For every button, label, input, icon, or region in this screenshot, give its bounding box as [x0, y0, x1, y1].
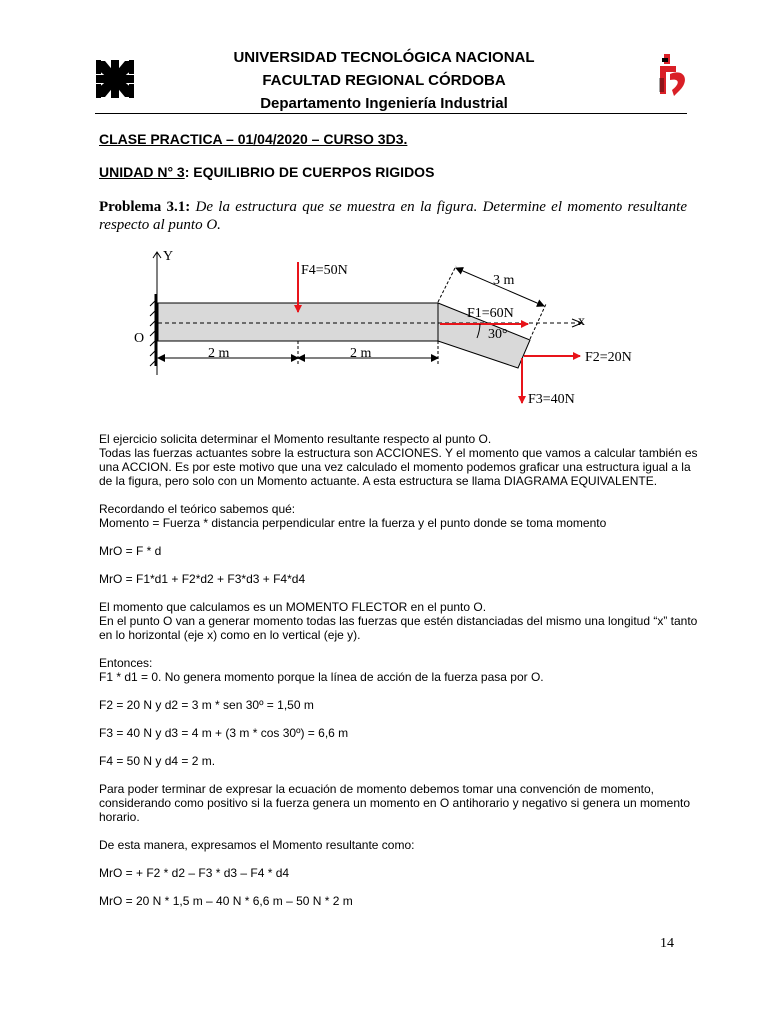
equation-2: MrO = F1*d1 + F2*d2 + F3*d3 + F4*d4	[99, 572, 306, 586]
page-header	[0, 0, 768, 120]
f1-label: F1=60N	[467, 306, 514, 321]
f4-label: F4=50N	[301, 263, 348, 278]
unit-title	[99, 164, 434, 180]
dim-inclined-extension	[438, 266, 456, 302]
x-axis-label: x	[578, 314, 585, 329]
frc-logo-icon	[650, 50, 690, 100]
problem-text: De la estructura que se muestra en la figura. Determine el momento resultante respecto al punto O.	[99, 199, 687, 233]
solution-text	[99, 432, 699, 908]
definition-line: Momento = Fuerza * distancia perpendicular entre la fuerza y el punto donde se toma momento	[99, 516, 607, 530]
then-line: Entonces:	[99, 656, 153, 670]
paragraph-line: El ejercicio solicita determinar el Momento resultante respecto al punto O.	[99, 432, 492, 446]
equation-1: MrO = F * d	[99, 544, 162, 558]
structure-diagram	[120, 240, 640, 415]
faculty-name: FACULTAD REGIONAL CÓRDOBA	[262, 72, 506, 89]
f2-line: F2 = 20 N y d2 = 3 m * sen 30º = 1,50 m	[99, 698, 314, 712]
university-name: UNIVERSIDAD TECNOLÓGICA NACIONAL	[233, 49, 535, 66]
y-axis-label: Y	[163, 249, 174, 264]
f3-label: F3=40N	[528, 392, 575, 407]
convention-paragraph: Para poder terminar de expresar la ecuación de momento debemos tomar una convención de momento, considerando como positivo si la fuerza genera un momento en O antihorario y negativo si genera un momento horario.	[99, 782, 691, 824]
header-divider	[95, 113, 687, 114]
f3-line: F3 = 40 N y d3 = 4 m + (3 m * cos 30º) = 6,6 m	[99, 726, 349, 740]
origin-label: O	[134, 331, 145, 346]
f4-line: F4 = 50 N y d4 = 2 m.	[99, 754, 216, 768]
dim-inclined-extension	[530, 304, 546, 339]
dim-left-label: 2 m	[208, 346, 230, 361]
equation-4: MrO = 20 N * 1,5 m – 40 N * 6,6 m – 50 N * 2 m	[99, 894, 353, 908]
recall-line: Recordando el teórico sabemos qué:	[99, 502, 296, 516]
page-number: 14	[660, 936, 674, 951]
equation-3: MrO = + F2 * d2 – F3 * d3 – F4 * d4	[99, 866, 290, 880]
dim-right-label: 2 m	[350, 346, 372, 361]
problem-statement	[99, 198, 687, 234]
unit-label: UNIDAD N° 3	[99, 164, 185, 180]
paragraph-line: Todas las fuerzas actuantes sobre la estructura son ACCIONES. Y el momento que vamos a calcular también es una ACCION. Es por este motivo que una vez calculado el momento podemos graficar una estructura igual a la de la figura, pero solo con un Momento actuante. A esta estructura se llama DIAGRAMA EQUIVALENTE.	[99, 446, 698, 488]
f2-label: F2=20N	[585, 350, 632, 365]
express-line: De esta manera, expresamos el Momento resultante como:	[99, 838, 415, 852]
fixed-support-icon	[150, 294, 156, 366]
f1-line: F1 * d1 = 0. No genera momento porque la línea de acción de la fuerza pasa por O.	[99, 670, 544, 684]
unit-name: : EQUILIBRIO DE CUERPOS RIGIDOS	[184, 164, 435, 180]
dim-inclined-label: 3 m	[493, 273, 515, 288]
paragraph-line: El momento que calculamos es un MOMENTO FLECTOR en el punto O.	[99, 600, 487, 614]
department-name: Departamento Ingeniería Industrial	[260, 95, 508, 112]
paragraph-line: En el punto O van a generar momento todas las fuerzas que estén distanciadas del mismo una longitud “x” tanto en lo horizontal (eje x) como en lo vertical (eje y).	[99, 614, 698, 642]
class-title: CLASE PRACTICA – 01/04/2020 – CURSO 3D3.	[99, 131, 408, 147]
problem-label: Problema 3.1:	[99, 199, 191, 215]
angle-label: 30°	[488, 327, 508, 342]
